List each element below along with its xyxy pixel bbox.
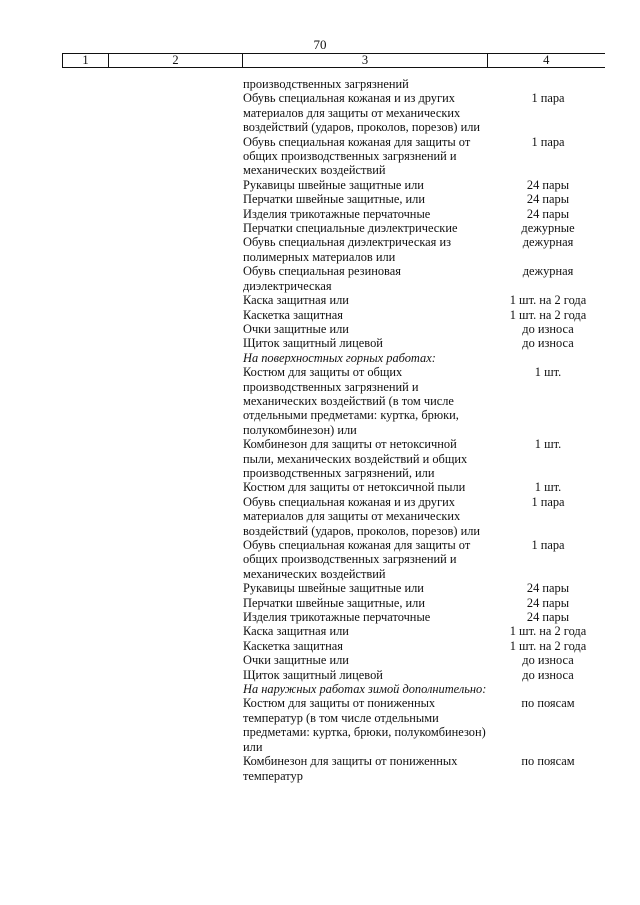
table-row [0,178,640,192]
ppe-item-norm: по поясам [521,696,575,711]
ppe-item-name: производственных загрязнений [243,77,409,91]
table-row [0,365,640,437]
ppe-item-norm: 1 шт. на 2 года [509,307,587,322]
table-row [0,668,640,682]
ppe-item-norm: 1 пара [531,494,565,509]
table-row [0,336,640,350]
column-header-2: 2 [109,54,243,68]
ppe-item-name: Каска защитная или [243,624,349,639]
ppe-item-name: Щиток защитный лицевой [243,667,383,682]
table-row [0,696,640,754]
table-row [0,653,640,667]
ppe-item-norm: 1 шт. [534,365,562,380]
ppe-item-name: Щиток защитный лицевой [243,336,383,351]
page-number: 70 [313,37,327,52]
ppe-item-norm: 1 пара [531,91,565,106]
table-row [0,754,640,783]
table-row [0,437,640,480]
table-row [0,495,640,538]
ppe-item-norm: 1 шт. на 2 года [509,624,587,639]
ppe-item-name: Комбинезон для защиты от пониженных температур [243,754,458,783]
ppe-item-name: Костюм для защиты от нетоксичной пыли [243,480,466,495]
column-header-table [62,53,605,68]
table-row [0,221,640,235]
ppe-item-norm: 1 шт. на 2 года [509,293,587,308]
ppe-item-name: Костюм для защиты от общих производственных загрязнений и механических воздействий (в том числе отдельными предметами: куртка, брюки, полукомбинезон) или [243,365,459,437]
table-row [0,682,640,696]
ppe-item-norm: до износа [522,667,574,682]
column-header-4: 4 [488,54,605,68]
ppe-item-norm: 1 пара [531,538,565,552]
table-row [0,596,640,610]
ppe-item-norm: 24 пары [526,192,570,207]
ppe-item-name: Рукавицы швейные защитные или [243,581,424,596]
ppe-item-norm: 24 пары [526,595,570,610]
table-row [0,538,640,581]
table-row [0,264,640,293]
ppe-item-norm: 24 пары [526,206,570,221]
ppe-item-name: Обувь специальная резиновая диэлектрическая [243,264,401,293]
ppe-item-norm: по поясам [521,754,575,769]
table-row [0,480,640,494]
ppe-item-norm: 1 шт. [534,480,562,495]
ppe-item-norm: дежурные [521,221,575,236]
ppe-item-norm: 1 шт. на 2 года [509,638,587,653]
table-row [0,235,640,264]
table-row [0,135,640,178]
table-row [0,581,640,595]
ppe-item-norm: 1 шт. [534,437,562,452]
table-row [0,351,640,365]
ppe-item-norm: 24 пары [526,610,570,625]
ppe-item-norm: 24 пары [526,581,570,596]
ppe-item-name: Очки защитные или [243,321,349,336]
ppe-item-name: Перчатки специальные диэлектрические [243,221,458,236]
ppe-item-norm: 24 пары [526,177,570,192]
ppe-item-name: Каскетка защитная [243,307,343,322]
table-row [0,91,640,134]
ppe-item-name: Каскетка защитная [243,638,343,653]
ppe-item-name: Обувь специальная кожаная для защиты от общих производственных загрязнений и механических воздействий [243,134,471,178]
ppe-item-name: Перчатки швейные защитные, или [243,595,425,610]
ppe-item-name: Изделия трикотажные перчаточные [243,206,431,221]
section-heading: На наружных работах зимой дополнительно: [243,682,487,697]
table-row [0,77,640,91]
table-row [0,207,640,221]
ppe-item-name: Каска защитная или [243,293,349,308]
ppe-item-name: Рукавицы швейные защитные или [243,177,424,192]
ppe-item-name: Обувь специальная кожаная для защиты от общих производственных загрязнений и механических воздействий [243,538,471,581]
ppe-item-name: Обувь специальная кожаная и из других материалов для защиты от механических воздействий (ударов, проколов, порезов) или [243,91,481,135]
ppe-item-name: Изделия трикотажные перчаточные [243,610,431,625]
ppe-item-norm: до износа [522,336,574,351]
table-row [0,639,640,653]
table-row [0,624,640,638]
ppe-item-name: Костюм для защиты от пониженных температур (в том числе отдельными предметами: куртка, брюки, полукомбинезон) или [243,696,486,754]
ppe-item-list [0,77,640,783]
ppe-item-norm: до износа [522,321,574,336]
table-row [0,293,640,307]
ppe-item-norm: 1 пара [531,134,565,149]
ppe-item-name: Обувь специальная диэлектрическая из полимерных материалов или [243,235,451,264]
ppe-item-norm: дежурная [522,235,574,250]
table-row [0,610,640,624]
ppe-item-norm: дежурная [522,264,574,279]
ppe-item-name: Очки защитные или [243,653,349,668]
column-header-1: 1 [63,54,109,68]
ppe-item-name: Обувь специальная кожаная и из других материалов для защиты от механических воздействий (ударов, проколов, порезов) или [243,494,481,538]
table-row [0,322,640,336]
table-row [0,192,640,206]
table-row [0,308,640,322]
column-header-row [63,54,605,68]
ppe-item-name: Комбинезон для защиты от нетоксичной пыли, механических воздействий и общих производственных загрязнений, или [243,437,468,480]
ppe-item-norm: до износа [522,653,574,668]
section-heading: На поверхностных горных работах: [243,350,436,365]
column-header-3: 3 [243,54,488,68]
ppe-item-name: Перчатки швейные защитные, или [243,192,425,207]
